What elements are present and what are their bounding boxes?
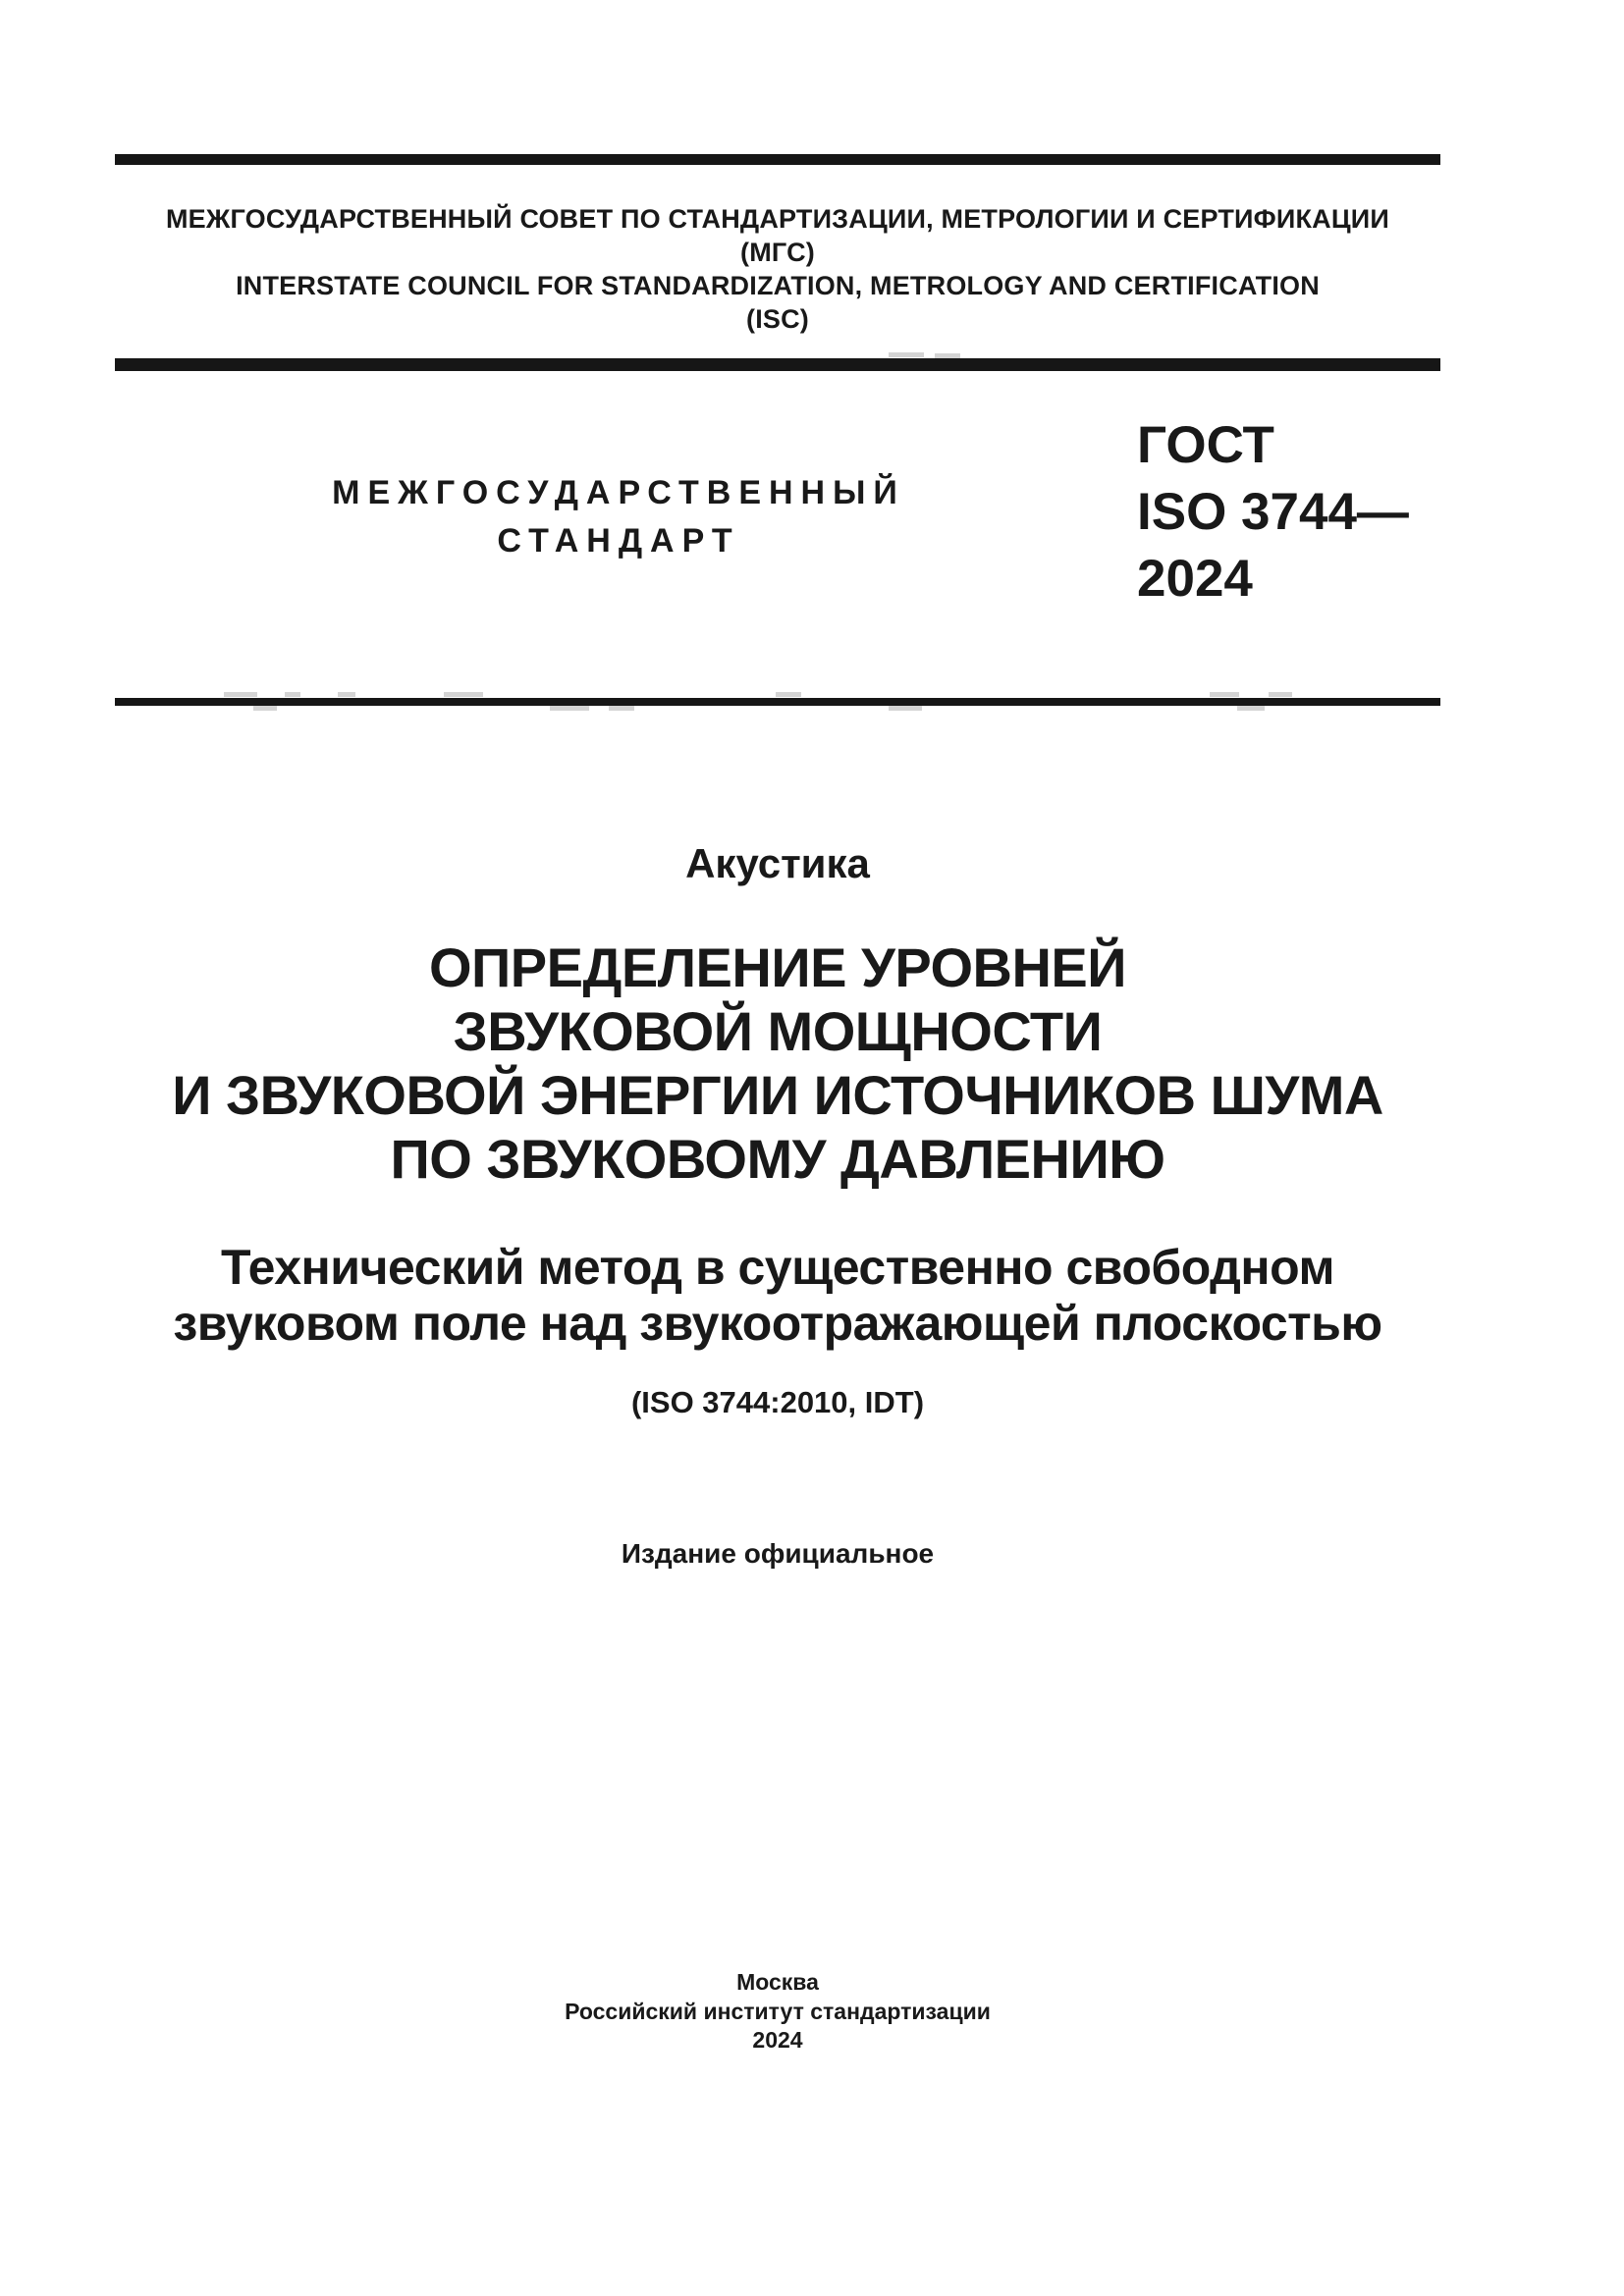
subtitle-line2: звуковом поле над звукоотражающей плоскостью — [173, 1296, 1382, 1351]
imprint-publisher: Российский институт стандартизации — [565, 1998, 991, 2024]
scan-artifact — [1210, 692, 1239, 697]
scan-artifact — [253, 706, 277, 711]
iso-reference: (ISO 3744:2010, IDT) — [630, 1385, 925, 1419]
main-title-line3: И ЗВУКОВОЙ ЭНЕРГИИ ИСТОЧНИКОВ ШУМА — [172, 1064, 1383, 1126]
scan-artifact — [550, 706, 589, 711]
horizontal-rule-bottom — [115, 698, 1440, 706]
main-title-line1: ОПРЕДЕЛЕНИЕ УРОВНЕЙ — [429, 936, 1126, 998]
main-title-line2: ЗВУКОВОЙ МОЩНОСТИ — [453, 1000, 1103, 1062]
scan-artifact — [889, 706, 922, 711]
imprint-city: Москва — [736, 1969, 819, 1995]
scan-artifact — [444, 692, 483, 697]
scan-artifact — [935, 353, 960, 358]
standard-designation — [1137, 412, 1451, 613]
council-abbr-en: (ISC) — [746, 304, 809, 334]
scan-artifact — [776, 692, 801, 697]
standard-type-line2: СТАНДАРТ — [497, 522, 740, 560]
horizontal-rule-middle — [115, 358, 1440, 371]
standard-type-label — [214, 469, 1023, 565]
council-name-ru: МЕЖГОСУДАРСТВЕННЫЙ СОВЕТ ПО СТАНДАРТИЗАЦИИ, МЕТРОЛОГИИ И СЕРТИФИКАЦИИ — [165, 204, 1390, 234]
section-title: Акустика — [685, 840, 870, 886]
scan-artifact — [285, 692, 300, 697]
standard-type-line1: МЕЖГОСУДАРСТВЕННЫЙ — [332, 474, 905, 511]
council-name-en: INTERSTATE COUNCIL FOR STANDARDIZATION, METROLOGY AND CERTIFICATION — [236, 271, 1320, 300]
scan-artifact — [224, 692, 257, 697]
subtitle — [115, 1240, 1440, 1352]
council-abbr-ru: (МГС) — [740, 238, 815, 267]
imprint-year: 2024 — [752, 2027, 803, 2053]
scan-artifact — [609, 706, 634, 711]
scan-artifact — [338, 692, 355, 697]
scan-artifact — [1269, 692, 1292, 697]
scan-artifact — [889, 352, 924, 357]
subtitle-line1: Технический метод в существенно свободном — [221, 1240, 1334, 1295]
horizontal-rule-top — [115, 154, 1440, 165]
main-title — [115, 935, 1440, 1191]
designation-line1: ГОСТ — [1137, 416, 1274, 474]
designation-line3: 2024 — [1137, 550, 1253, 608]
council-header — [115, 202, 1440, 336]
scan-artifact — [1237, 706, 1265, 711]
imprint — [115, 1968, 1440, 2056]
edition-note: Издание официальное — [621, 1538, 935, 1569]
main-title-line4: ПО ЗВУКОВОМУ ДАВЛЕНИЮ — [390, 1128, 1165, 1190]
designation-line2: ISO 3744— — [1137, 483, 1409, 541]
